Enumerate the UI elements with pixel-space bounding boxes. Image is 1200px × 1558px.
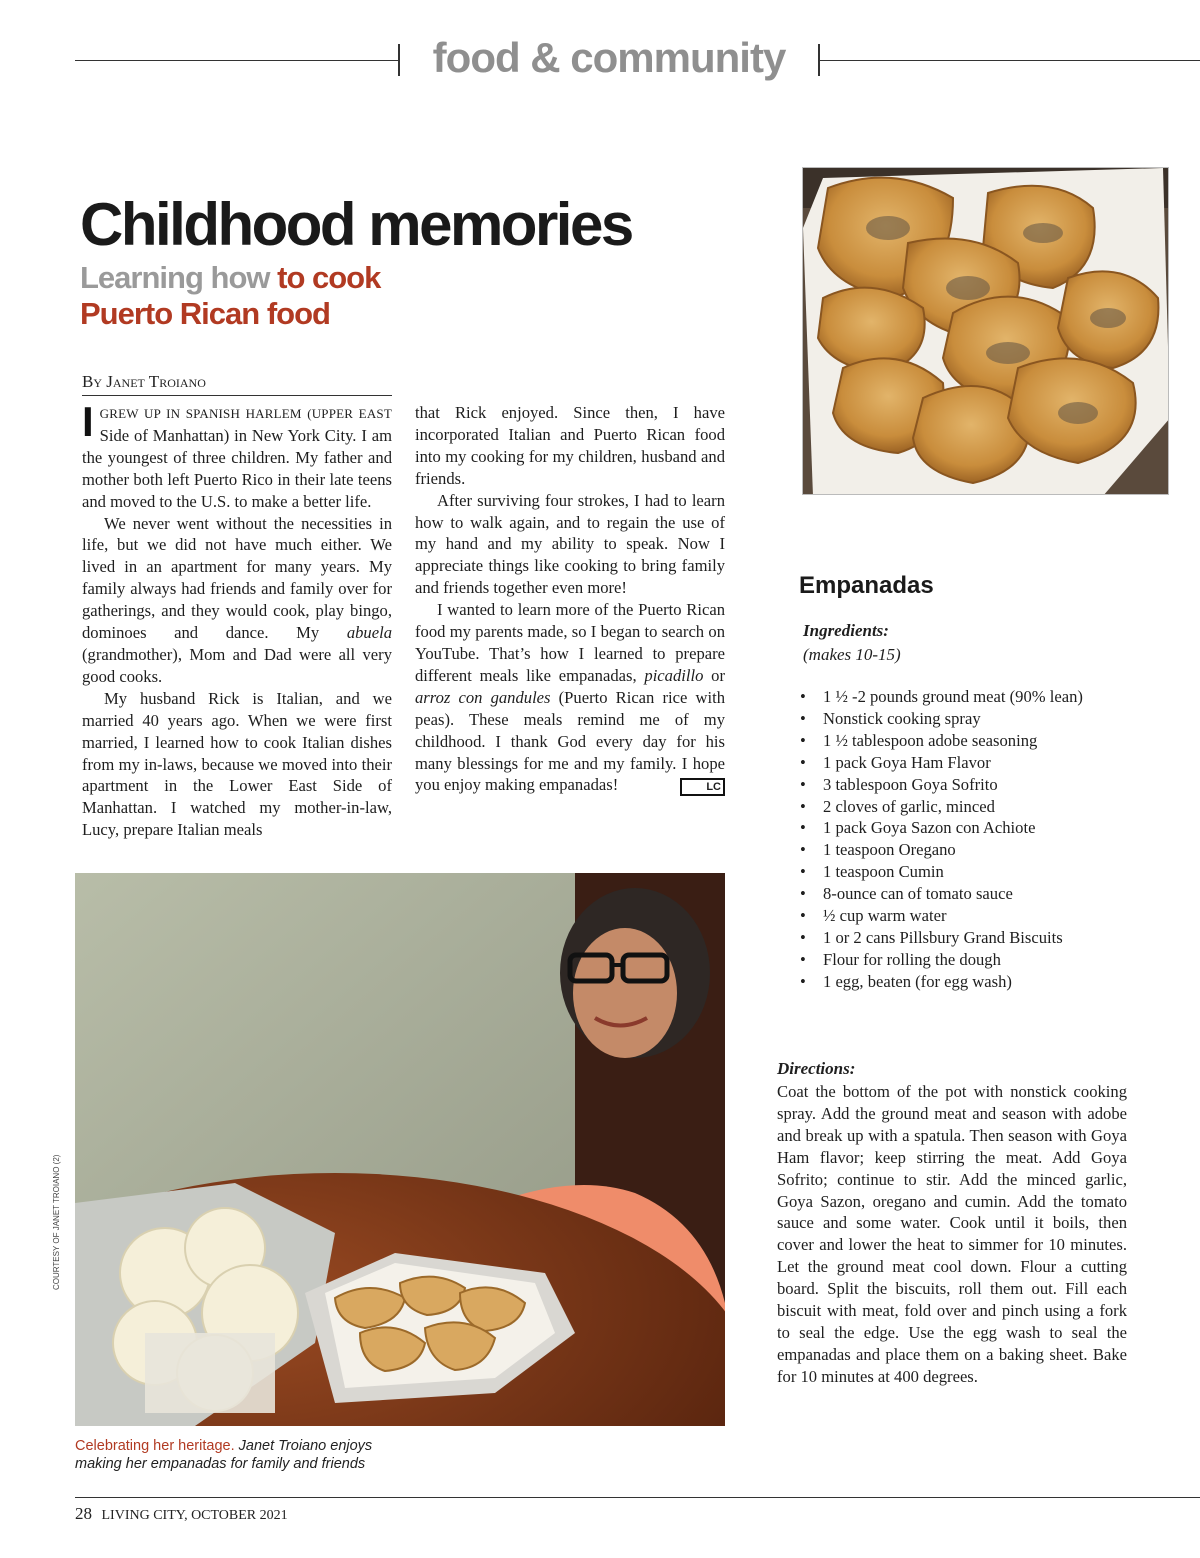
subhead-red-2: Puerto Rican food: [80, 296, 330, 331]
paragraph-3: My husband Rick is Italian, and we married 40 years ago. When we were first married, I learned how to cook Italian dishes from my in-laws, because we moved into their apartment in the Lower East Side of Manhattan. I watched my mother-in-law, Lucy, prepare Italian meals: [82, 688, 392, 840]
ingredient-item: • ½ cup warm water: [800, 905, 1160, 927]
ingredient-item: • 1 ½ -2 pounds ground meat (90% lean): [800, 686, 1160, 708]
subhead-grey: Learning how: [80, 260, 270, 295]
paragraph-1-text: Side of Manhattan) in New York City. I am the youngest of three children. My father and mother both left Puerto Rico in their late teens and moved to the U.S. to make a better life.: [82, 425, 392, 511]
ingredient-item: • 1 pack Goya Ham Flavor: [800, 752, 1160, 774]
magazine-issue: LIVING CITY, OCTOBER 2021: [101, 1508, 288, 1523]
paragraph-1: [82, 398, 392, 513]
paragraph-3-continued: that Rick enjoyed. Since then, I have incorporated Italian and Puerto Rican food into my cooking for my children, husband and friends.: [415, 403, 725, 488]
directions-label: Directions:: [777, 1059, 856, 1078]
headline: Childhood memories: [80, 191, 632, 258]
paragraph-4: After surviving four strokes, I had to learn how to walk again, and to regain the use of my hand and my ability to speak. Now I appreciate things like cooking to bring family and friends together even more!: [415, 490, 725, 598]
paragraph-2-a: We never went without the necessities in life, but we did not have much either. We lived in an apartment for many years. My family always had friends and family over for gatherings, and they would cook, play bingo, dominoes and dance. My: [82, 513, 392, 643]
paragraph-5-b: (Puerto Rican rice with peas). These meals remind me of my childhood. I thank God every day for his many blessings for me and my family. I hope you enjoy making empanadas!: [415, 687, 725, 795]
ingredient-item: • 1 pack Goya Sazon con Achiote: [800, 817, 1160, 839]
page-number: 28: [75, 1504, 92, 1523]
paragraph-2-em: abuela: [346, 623, 392, 643]
author-photo: [75, 873, 725, 1426]
ingredients-note: (makes 10-15): [803, 645, 901, 664]
ingredient-item: • 1 ½ tablespoon adobe seasoning: [800, 730, 1160, 752]
empanadas-illustration: [803, 168, 1169, 495]
paragraph-5: [415, 599, 725, 796]
dropcap: I: [82, 398, 94, 445]
ingredient-item: • 1 or 2 cans Pillsbury Grand Biscuits: [800, 927, 1160, 949]
ingredients-list: [800, 686, 1160, 993]
subhead: [80, 260, 380, 332]
author-illustration: [75, 873, 725, 1426]
paragraph-2-b: (grandmother), Mom and Dad were all very good cooks.: [82, 644, 392, 686]
photo-caption: [75, 1437, 415, 1473]
ingredient-item: • 2 cloves of garlic, minced: [800, 796, 1160, 818]
empanadas-photo: [802, 167, 1169, 495]
section-title: food & community: [432, 34, 786, 81]
caption-text: Janet Troiano enjoys making her empanadas for family and friends: [75, 1438, 373, 1472]
subhead-red-1: to cook: [277, 260, 381, 295]
end-mark-logo: LC: [680, 778, 725, 796]
lead-caps: GREW UP IN SPANISH HARLEM (UPPER EAST: [99, 406, 392, 421]
ingredient-item: • 1 egg, beaten (for egg wash): [800, 971, 1160, 993]
caption-lead: Celebrating her heritage.: [75, 1438, 235, 1454]
photo-credit: COURTESY OF JANET TROIANO (2): [52, 1154, 61, 1290]
paragraph-2: [82, 513, 392, 688]
byline: By Janet Troiano: [82, 372, 392, 396]
ingredient-item: • Nonstick cooking spray: [800, 708, 1160, 730]
footer-rule: [75, 1497, 1200, 1498]
paragraph-5-em-2: arroz con gandules: [415, 687, 551, 707]
ingredients-label: Ingredients:: [803, 621, 889, 640]
paragraph-5-em-1: picadillo: [644, 665, 704, 685]
header-rule-left: [75, 60, 398, 61]
footer: [75, 1504, 288, 1524]
article-column-1: [82, 398, 392, 841]
ingredient-item: • 3 tablespoon Goya Sofrito: [800, 774, 1160, 796]
ingredient-item: • 1 teaspoon Oregano: [800, 839, 1160, 861]
header-rule-right: [820, 60, 1200, 61]
article-column-2: [415, 402, 725, 796]
paragraph-5-or: or: [711, 665, 725, 685]
ingredient-item: • 8-ounce can of tomato sauce: [800, 883, 1160, 905]
ingredient-item: • Flour for rolling the dough: [800, 949, 1160, 971]
paragraph-5-a: I wanted to learn more of the Puerto Rican food my parents made, so I began to search on YouTube. That’s how I learned to prepare different meals like empanadas,: [415, 600, 725, 685]
recipe-title: Empanadas: [799, 572, 934, 599]
ingredient-item: • 1 teaspoon Cumin: [800, 861, 1160, 883]
directions-text: Coat the bottom of the pot with nonstick cooking spray. Add the ground meat and season with adobe and break up with a spatula. Then season with Goya Ham flavor; keep stirring the meat. Add Goya Sofrito; continue to stir. Add the minced garlic, Goya Sazon, oregano and cumin. Add the tomato sauce and some water. Cook until it boils, then cover and lower the heat to simmer for 10 minutes. Let the ground meat cool down. Flour a cutting board. Split the biscuits, roll them out. Fill each biscuit with meat, fold over and pinch using a fork to seal the edge. Use the egg wash to seal the empanadas and place them on a baking sheet. Bake for 10 minutes at 400 degrees.: [777, 1082, 1127, 1386]
header-tick-left: [398, 44, 400, 76]
